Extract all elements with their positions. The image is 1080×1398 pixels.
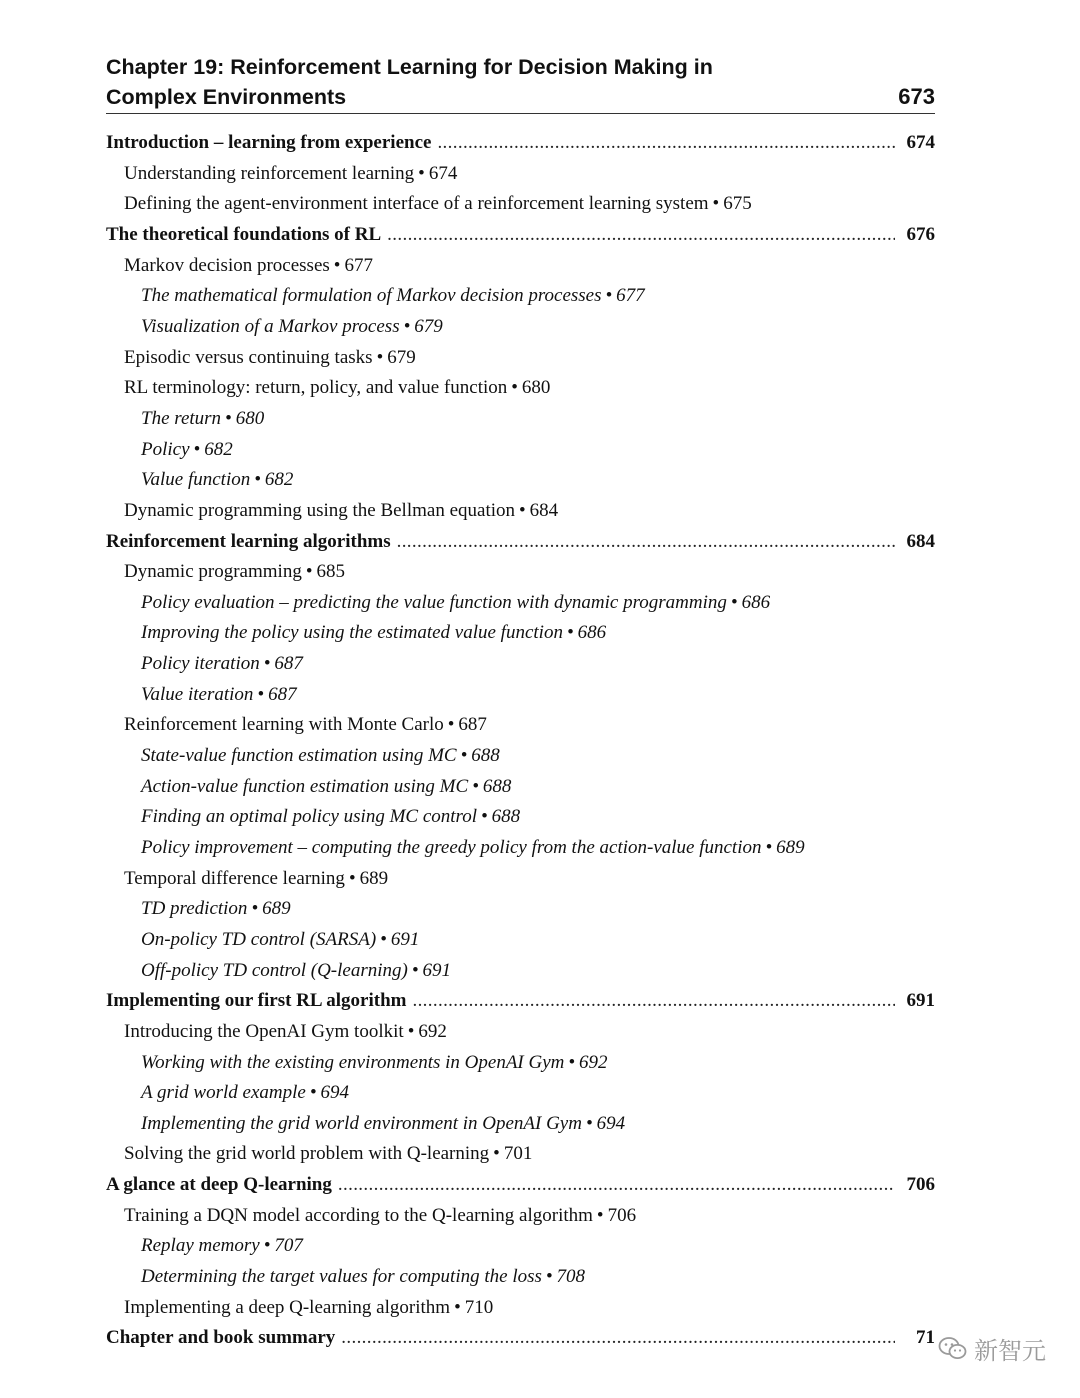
- toc-entry-page: 694: [596, 1112, 626, 1134]
- toc-entry-page: 686: [741, 591, 771, 613]
- toc-entry-page: 701: [503, 1143, 533, 1165]
- toc-entry-title: Implementing the grid world environment in OpenAI Gym: [141, 1112, 582, 1134]
- toc-entry-page: 680: [235, 407, 265, 429]
- toc-entry-page: 71: [916, 1327, 935, 1349]
- toc-entry-title: State-value function estimation using MC: [141, 745, 457, 766]
- toc-entry-page: 688: [482, 775, 512, 797]
- toc-entry-page: 685: [316, 561, 345, 583]
- toc-entry-page: 689: [262, 898, 291, 920]
- toc-entry-title: Determining the target values for computing the loss: [141, 1266, 542, 1287]
- chapter-heading: [106, 52, 935, 112]
- toc-entry-page: 706: [906, 1174, 935, 1196]
- toc-entry-title: Working with the existing environments in OpenAI Gym: [141, 1051, 565, 1073]
- toc-entry-title: Policy: [141, 438, 190, 460]
- header-divider: [106, 113, 935, 114]
- toc-subsection-entry[interactable]: [124, 160, 457, 188]
- bullet-separator: •: [568, 1051, 576, 1073]
- toc-entry-page: 708: [556, 1266, 586, 1287]
- bullet-separator: •: [193, 438, 201, 460]
- toc-entry-page: 692: [418, 1020, 447, 1042]
- toc-subsubsection-entry[interactable]: [141, 1049, 608, 1077]
- toc-subsubsection-entry[interactable]: [141, 1110, 625, 1138]
- toc-entry-title: Finding an optimal policy using MC control: [141, 806, 477, 828]
- toc-entry-title: Value function: [141, 469, 251, 491]
- toc-subsection-entry[interactable]: [124, 558, 345, 586]
- toc-section-entry[interactable]: [106, 987, 935, 1015]
- bullet-separator: •: [472, 775, 479, 797]
- toc-entry-title: Implementing our first RL algorithm: [106, 990, 407, 1012]
- toc-entry-title: Improving the policy using the estimated value function: [141, 622, 563, 644]
- toc-subsection-entry[interactable]: [124, 1018, 447, 1046]
- toc-entry-page: 694: [320, 1082, 349, 1104]
- toc-entry-title: The theoretical foundations of RL: [106, 223, 382, 245]
- toc-subsection-entry[interactable]: [124, 190, 752, 218]
- toc-entry-title: Policy improvement – computing the greedy policy from the action-value function: [141, 836, 762, 858]
- wechat-icon: [938, 1336, 968, 1362]
- toc-subsubsection-entry[interactable]: [141, 926, 419, 954]
- bullet-separator: •: [730, 591, 738, 613]
- toc-entry-page: 682: [204, 438, 233, 460]
- chapter-page-number: 673: [898, 84, 935, 109]
- bullet-separator: •: [585, 1112, 593, 1134]
- toc-entry-title: Value iteration: [141, 683, 254, 705]
- toc-entry-page: 682: [264, 469, 294, 491]
- toc-subsubsection-entry[interactable]: [141, 773, 511, 801]
- toc-entry-title: The return: [141, 407, 222, 429]
- dot-leader: [387, 221, 895, 249]
- toc-entry-title: Understanding reinforcement learning: [124, 162, 415, 184]
- toc-entry-title: A glance at deep Q-learning: [106, 1174, 332, 1196]
- toc-entry-title: Action-value function estimation using MC: [141, 775, 469, 797]
- toc-entry-title: Introduction – learning from experience: [106, 132, 432, 153]
- toc-entry-title: A grid world example: [141, 1082, 306, 1104]
- toc-entry-title: Dynamic programming: [124, 561, 302, 583]
- toc-entry-page: 707: [274, 1235, 303, 1257]
- bullet-separator: •: [407, 1020, 415, 1042]
- bullet-separator: •: [545, 1266, 553, 1287]
- chapter-title-line-1: Chapter 19: Reinforcement Learning for Decision Making in: [106, 55, 713, 79]
- toc-entry-title: Implementing a deep Q-learning algorithm: [124, 1296, 451, 1318]
- toc-section-entry[interactable]: [106, 1324, 935, 1352]
- toc-section-entry[interactable]: [106, 129, 935, 157]
- toc-entry-page: 680: [521, 377, 551, 399]
- toc-entry-page: 679: [414, 315, 443, 337]
- bullet-separator: •: [418, 162, 425, 184]
- toc-subsubsection-entry[interactable]: [141, 1232, 303, 1260]
- toc-entry-title: Chapter and book summary: [106, 1327, 336, 1349]
- bullet-separator: •: [605, 285, 613, 307]
- bullet-separator: •: [251, 898, 259, 920]
- toc-subsubsection-entry[interactable]: [141, 313, 443, 341]
- bullet-separator: •: [454, 1296, 461, 1318]
- toc-subsection-entry[interactable]: [124, 711, 487, 739]
- toc-entry-title: Temporal difference learning: [124, 867, 345, 889]
- toc-entry-page: 710: [464, 1296, 494, 1318]
- bullet-separator: •: [493, 1143, 500, 1165]
- toc-subsubsection-entry[interactable]: [141, 589, 770, 617]
- toc-subsection-entry[interactable]: [124, 865, 388, 893]
- bullet-separator: •: [411, 959, 419, 981]
- dot-leader: [397, 528, 895, 556]
- toc-entry-title: Policy iteration: [141, 653, 260, 674]
- bullet-separator: •: [460, 745, 468, 766]
- bullet-separator: •: [519, 499, 526, 521]
- toc-subsubsection-entry[interactable]: [141, 1079, 349, 1107]
- toc-entry-title: On-policy TD control (SARSA): [141, 928, 377, 950]
- toc-entry-page: 687: [274, 653, 303, 674]
- toc-subsubsection-entry[interactable]: [141, 405, 264, 433]
- toc-entry-page: 676: [906, 223, 935, 245]
- toc-entry-page: 691: [422, 959, 451, 981]
- toc-section-entry[interactable]: [106, 1171, 935, 1199]
- toc-subsubsection-entry[interactable]: [141, 436, 233, 464]
- toc-entry-page: 686: [577, 622, 607, 644]
- bullet-separator: •: [309, 1082, 317, 1104]
- toc-subsection-entry[interactable]: [124, 252, 373, 280]
- bullet-separator: •: [263, 1235, 271, 1257]
- toc-entry-page: 675: [723, 193, 752, 215]
- toc-entry-page: 689: [359, 867, 389, 889]
- toc-subsubsection-entry[interactable]: [141, 895, 291, 923]
- toc-subsubsection-entry[interactable]: [141, 834, 805, 862]
- toc-entry-page: 692: [579, 1051, 608, 1073]
- bullet-separator: •: [376, 346, 384, 368]
- toc-entry-title: Reinforcement learning algorithms: [106, 530, 391, 552]
- toc-entry-title: Solving the grid world problem with Q-learning: [124, 1143, 490, 1165]
- toc-entry-title: RL terminology: return, policy, and value function: [124, 377, 508, 399]
- toc-entry-page: 677: [344, 254, 373, 276]
- toc-entry-title: Off-policy TD control (Q-learning): [141, 959, 408, 981]
- toc-entry-page: 674: [428, 162, 458, 184]
- toc-subsubsection-entry[interactable]: [141, 282, 645, 310]
- toc-entry-page: 691: [390, 928, 420, 950]
- toc-entry-title: Episodic versus continuing tasks: [124, 346, 373, 368]
- toc-entry-title: Policy evaluation – predicting the value function with dynamic programming: [141, 591, 727, 613]
- toc-section-entry[interactable]: [106, 528, 935, 556]
- toc-subsubsection-entry[interactable]: [141, 957, 451, 985]
- bullet-separator: •: [254, 469, 261, 491]
- toc-entry-page: 689: [776, 836, 805, 858]
- toc-entry-title: Visualization of a Markov process: [141, 315, 400, 337]
- toc-entry-title: TD prediction: [141, 898, 248, 920]
- toc-entry-page: 687: [268, 683, 297, 705]
- toc-subsection-entry[interactable]: [124, 497, 558, 525]
- chapter-title-line-2: Complex Environments: [106, 85, 347, 109]
- bullet-separator: •: [566, 622, 574, 644]
- bullet-separator: •: [596, 1204, 604, 1226]
- toc-subsubsection-entry[interactable]: [141, 650, 303, 678]
- toc-entry-page: 674: [906, 132, 935, 153]
- toc-entry-page: 679: [387, 346, 416, 368]
- toc-subsubsection-entry[interactable]: [141, 619, 606, 647]
- toc-subsubsection-entry[interactable]: [141, 1263, 585, 1291]
- toc-entry-title: Training a DQN model according to the Q-learning algorithm: [124, 1204, 593, 1226]
- toc-entry-title: The mathematical formulation of Markov decision processes: [141, 285, 602, 307]
- bullet-separator: •: [348, 867, 356, 889]
- bullet-separator: •: [403, 315, 411, 337]
- watermark-text: 新智元: [974, 1337, 1046, 1365]
- toc-entry-page: 706: [607, 1204, 637, 1226]
- toc-entry-page: 677: [616, 285, 645, 307]
- toc-subsection-entry[interactable]: [124, 374, 550, 402]
- toc-section-entry[interactable]: [106, 221, 935, 249]
- dot-leader: [412, 987, 895, 1015]
- bullet-separator: •: [481, 806, 488, 828]
- toc-subsubsection-entry[interactable]: [141, 681, 297, 709]
- toc-entry-page: 688: [491, 806, 521, 828]
- toc-entry-title: Reinforcement learning with Monte Carlo: [124, 714, 444, 736]
- toc-entry-page: 684: [529, 499, 559, 521]
- toc-entry-page: 684: [906, 530, 935, 552]
- toc-entry-title: Markov decision processes: [124, 254, 330, 276]
- toc-subsection-entry[interactable]: [124, 344, 416, 372]
- bullet-separator: •: [257, 683, 265, 705]
- dot-leader: [338, 1171, 895, 1199]
- toc-entry-page: 688: [471, 745, 500, 766]
- toc-entry-title: Replay memory: [141, 1235, 260, 1257]
- toc-entry-page: 687: [458, 714, 487, 736]
- toc-subsection-entry[interactable]: [124, 1202, 636, 1230]
- toc-subsection-entry[interactable]: [124, 1294, 493, 1322]
- bullet-separator: •: [511, 377, 518, 399]
- toc-entry-title: Defining the agent-environment interface of a reinforcement learning system: [124, 193, 709, 215]
- bullet-separator: •: [225, 407, 232, 429]
- toc-subsubsection-entry[interactable]: [141, 466, 293, 494]
- dot-leader: [437, 129, 895, 157]
- dot-leader: [341, 1324, 895, 1352]
- bullet-separator: •: [447, 714, 455, 736]
- bullet-separator: •: [380, 928, 387, 950]
- bullet-separator: •: [765, 836, 773, 858]
- bullet-separator: •: [305, 561, 313, 583]
- bullet-separator: •: [333, 254, 341, 276]
- bullet-separator: •: [712, 193, 720, 215]
- toc-entry-title: Dynamic programming using the Bellman equation: [124, 499, 516, 521]
- toc-subsubsection-entry[interactable]: [141, 742, 500, 770]
- toc-entry-title: Introducing the OpenAI Gym toolkit: [124, 1020, 404, 1042]
- toc-subsubsection-entry[interactable]: [141, 803, 520, 831]
- toc-entry-page: 691: [906, 990, 935, 1012]
- watermark: [938, 1331, 1046, 1366]
- toc-subsection-entry[interactable]: [124, 1140, 532, 1168]
- bullet-separator: •: [263, 653, 271, 674]
